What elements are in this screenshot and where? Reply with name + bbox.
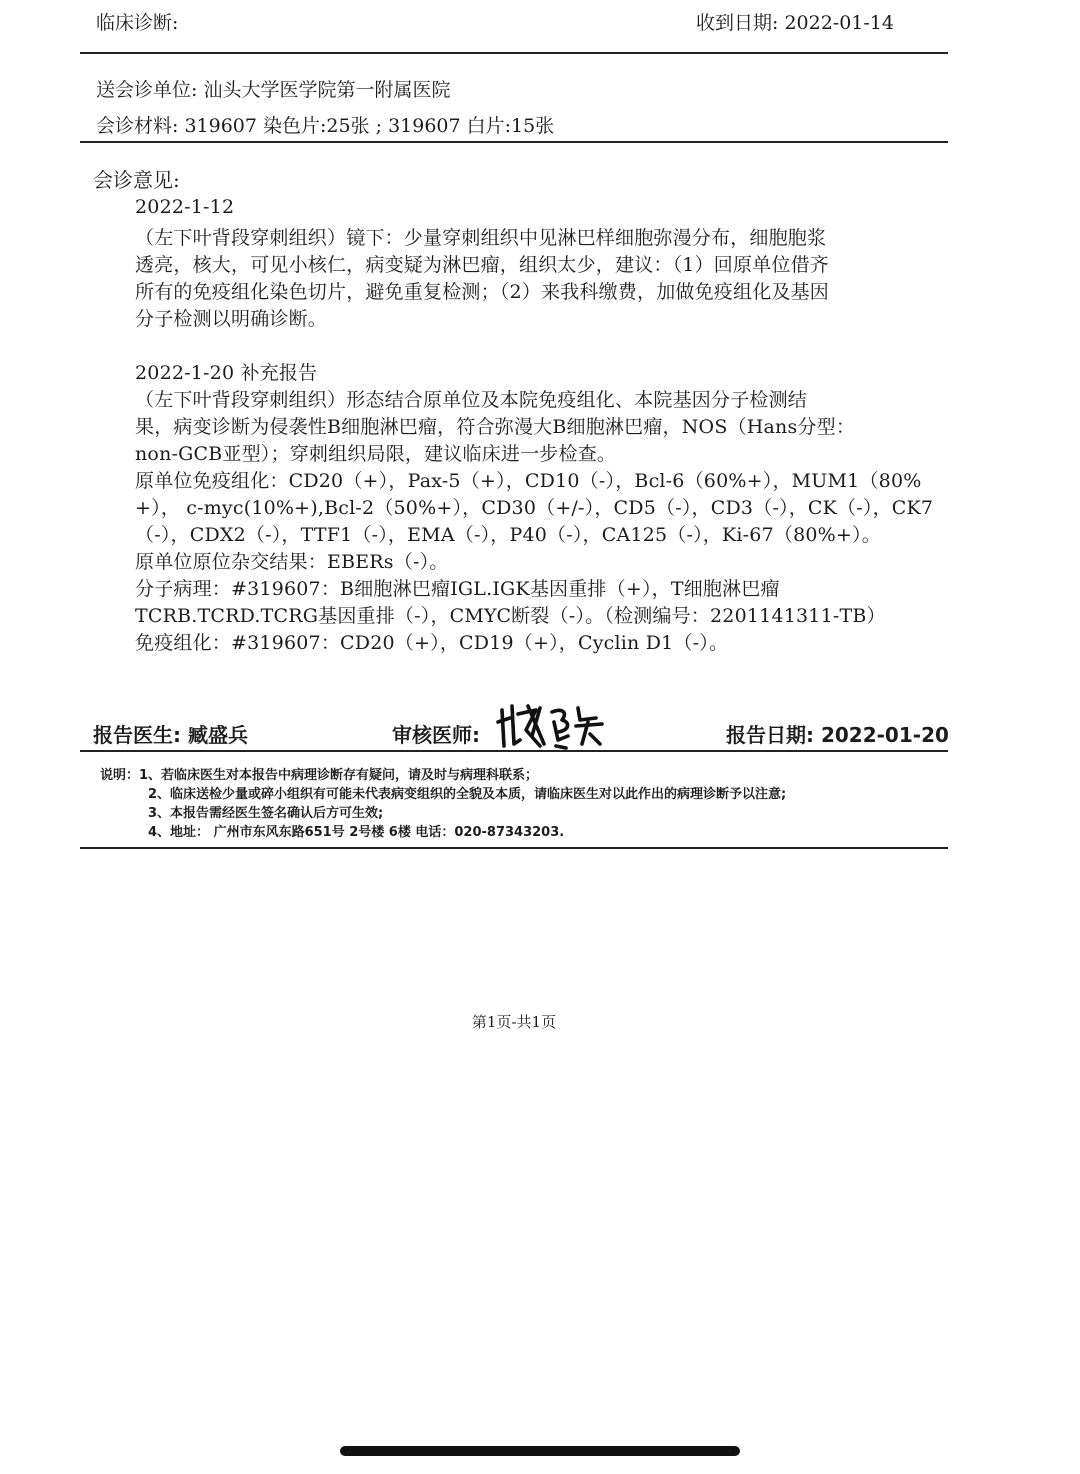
note-line: 4、地址： 广州市东风东路651号 2号楼 6楼 电话：020-87343203. — [148, 825, 565, 840]
report-doctor-label: 报告医生: — [93, 723, 181, 747]
report-doctor — [93, 719, 248, 748]
opinion-line: 免疫组化：#319607：CD20（+），CD19（+），Cyclin D1（-）。 — [135, 632, 729, 654]
opinion-line: 2022-1-20 补充报告 — [135, 362, 318, 384]
opinion-line: 2022-1-12 — [135, 196, 235, 218]
divider — [80, 750, 948, 752]
opinion-line: 原单位免疫组化：CD20（+），Pax-5（+），CD10（-），Bcl-6（60%+），MUM1（80% — [135, 470, 922, 492]
report-date-value: 2022-01-20 — [820, 723, 949, 747]
divider — [80, 141, 948, 143]
opinion-line: TCRB.TCRD.TCRG基因重排（-），CMYC断裂（-）。（检测编号：2201141311-TB） — [135, 605, 886, 627]
note-line: 说明：1、若临床医生对本报告中病理诊断存有疑问，请及时与病理科联系； — [100, 768, 539, 783]
opinion-line: non-GCB亚型）；穿刺组织局限，建议临床进一步检查。 — [135, 443, 617, 465]
report-date — [726, 719, 949, 748]
opinion-line: 原单位原位杂交结果：EBERs（-）。 — [135, 551, 449, 573]
page-number: 第1页-共1页 — [471, 1013, 557, 1031]
opinion-line: 分子检测以明确诊断。 — [135, 308, 328, 330]
opinion-line: 所有的免疫组化染色切片，避免重复检测；（2）来我科缴费，加做免疫组化及基因 — [135, 281, 829, 303]
consult-unit: 送会诊单位: 汕头大学医学院第一附属医院 — [96, 79, 451, 101]
report-date-label: 报告日期: — [726, 723, 814, 747]
opinion-line: （左下叶背段穿刺组织）镜下：少量穿刺组织中见淋巴样细胞弥漫分布，细胞胞浆 — [135, 227, 827, 249]
opinion-line: +）， c-myc(10%+),Bcl-2（50%+），CD30（+/-），CD5（-），CD3（-），CK（-），CK7 — [135, 497, 934, 519]
opinion-heading: 会诊意见: — [93, 168, 180, 192]
home-indicator[interactable] — [340, 1446, 740, 1456]
report-doctor-name: 臧盛兵 — [187, 723, 248, 747]
clinical-diagnosis-label: 临床诊断: — [96, 12, 179, 34]
opinion-line: 分子病理：#319607：B细胞淋巴瘤IGL.IGK基因重排（+），T细胞淋巴瘤 — [135, 578, 780, 600]
opinion-line: （左下叶背段穿刺组织）形态结合原单位及本院免疫组化、本院基因分子检测结 — [135, 389, 808, 411]
opinion-line: 果，病变诊断为侵袭性B细胞淋巴瘤，符合弥漫大B细胞淋巴瘤，NOS（Hans分型： — [135, 416, 856, 438]
consult-material: 会诊材料: 319607 染色片:25张 ; 319607 白片:15张 — [96, 115, 555, 137]
note-line: 2、临床送检少量或碎小组织有可能未代表病变组织的全貌及本质，请临床医生对以此作出的病理诊断予以注意; — [148, 787, 787, 802]
reviewer-label: 审核医师: — [392, 723, 480, 747]
opinion-line: 透亮，核大，可见小核仁，病变疑为淋巴瘤，组织太少，建议：（1）回原单位借齐 — [135, 254, 829, 276]
received-date: 收到日期: 2022-01-14 — [696, 12, 894, 34]
reviewer-signature — [496, 700, 606, 756]
opinion-line: （-），CDX2（-），TTF1（-），EMA（-），P40（-），CA125（-），Ki-67（80%+）。 — [135, 524, 881, 546]
divider — [80, 52, 948, 54]
divider — [80, 847, 948, 849]
note-line: 3、本报告需经医生签名确认后方可生效; — [148, 806, 384, 821]
